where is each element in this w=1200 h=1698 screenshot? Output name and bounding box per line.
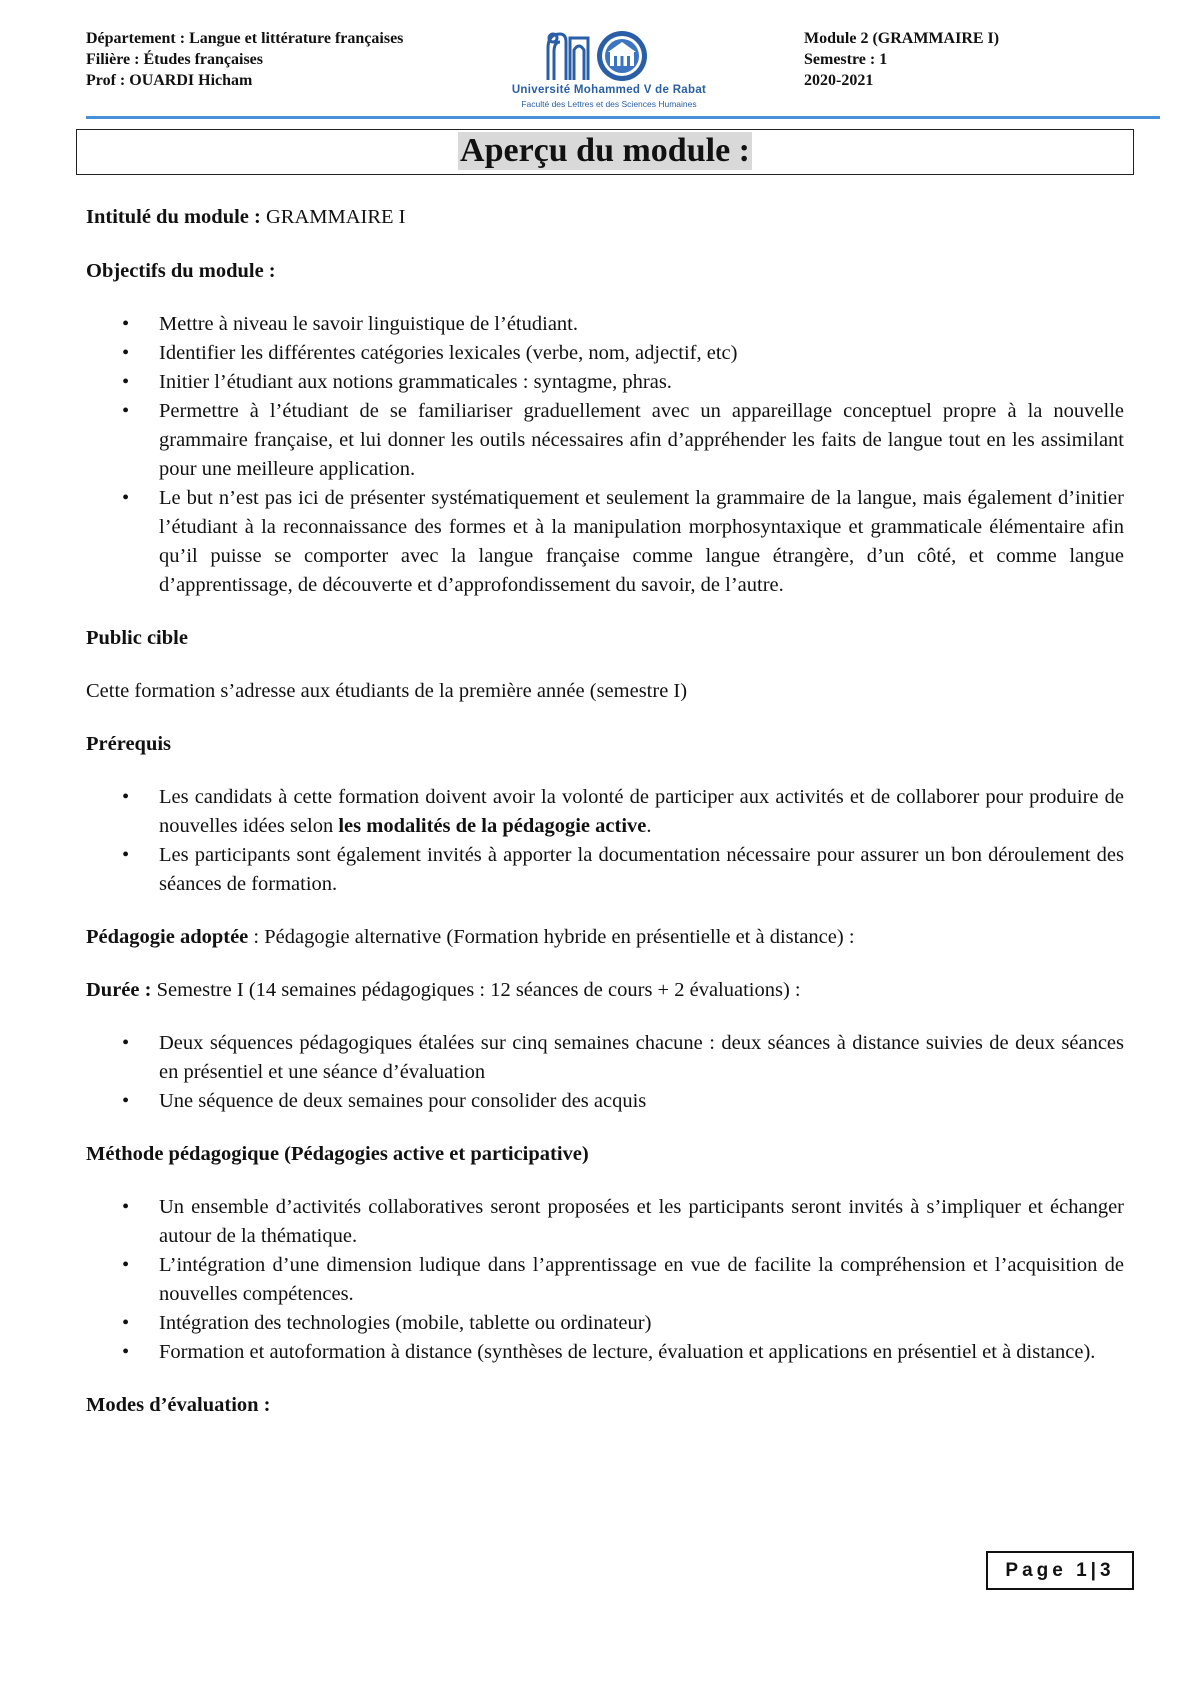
university-emblem-icon xyxy=(504,28,714,84)
list-item: • L’intégration d’une dimension ludique dans l’apprentissage en vue de facilite la compréhension et l’acquisition de nouvelles compétences. xyxy=(86,1251,1124,1309)
prerequisites-list xyxy=(86,783,1124,899)
bullet-icon: • xyxy=(122,371,130,393)
bullet-icon: • xyxy=(122,400,130,422)
list-item: • Mettre à niveau le savoir linguistique de l’étudiant. xyxy=(86,310,1124,339)
list-item: • Intégration des technologies (mobile, tablette ou ordinateur) xyxy=(86,1309,1124,1338)
logo-university-name: Université Mohammed V de Rabat xyxy=(511,84,707,96)
page-header xyxy=(86,28,1160,114)
bullet-icon: • xyxy=(122,313,130,335)
duration-value: Semestre I (14 semaines pédagogiques : 12 séances de cours + 2 évaluations) : xyxy=(151,979,801,1001)
bullet-icon: • xyxy=(122,1312,130,1334)
list-item: • Un ensemble d’activités collaboratives seront proposées et les participants seront invités à s’impliquer et échanger autour de la thématique. xyxy=(86,1193,1124,1251)
teaching-method-heading: Méthode pédagogique (Pédagogies active et participative) xyxy=(86,1143,589,1165)
professor-line: Prof : OUARDI Hicham xyxy=(86,72,253,89)
department-line: Département : Langue et littérature françaises xyxy=(86,30,404,47)
list-item: • Formation et autoformation à distance (synthèses de lecture, évaluation et applications en présentiel et à distance). xyxy=(86,1338,1124,1367)
list-item: • Une séquence de deux semaines pour consolider des acquis xyxy=(86,1087,1124,1116)
list-item: • Initier l’étudiant aux notions grammaticales : syntagme, phras. xyxy=(86,368,1124,397)
faculty-seal-icon xyxy=(597,31,647,81)
document-body xyxy=(86,203,1124,1420)
logo-faculty-name: Faculté des Lettres et des Sciences Humaines xyxy=(521,99,697,109)
target-audience-heading: Public cible xyxy=(86,627,188,649)
bullet-icon: • xyxy=(122,786,130,808)
pedagogy-value: : Pédagogie alternative (Formation hybride en présentielle et à distance) : xyxy=(248,926,855,948)
bullet-icon: • xyxy=(122,1090,130,1112)
active-pedagogy-emphasis: les modalités de la pédagogie active xyxy=(338,815,647,837)
module-title-label: Intitulé du module : xyxy=(86,206,261,228)
bullet-icon: • xyxy=(122,487,130,509)
bullet-icon: • xyxy=(122,1341,130,1363)
page-number: Page 1|3 xyxy=(986,1551,1134,1590)
list-item: • Identifier les différentes catégories lexicales (verbe, nom, adjectif, etc) xyxy=(86,339,1124,368)
bullet-icon: • xyxy=(122,844,130,866)
evaluation-heading: Modes d’évaluation : xyxy=(86,1394,271,1416)
duration-line xyxy=(86,976,1124,1005)
list-item: • Deux séquences pédagogiques étalées sur cinq semaines chacune : deux séances à distance suivies de deux séances en présentiel et une séance d’évaluation xyxy=(86,1029,1124,1087)
university-logo xyxy=(504,28,714,112)
module-title-value: GRAMMAIRE I xyxy=(260,206,406,228)
module-line: Module 2 (GRAMMAIRE I) xyxy=(804,30,1000,47)
bullet-icon: • xyxy=(122,1196,130,1218)
year-line: 2020-2021 xyxy=(804,72,874,89)
header-right xyxy=(804,28,999,91)
duration-list xyxy=(86,1029,1124,1116)
bullet-icon: • xyxy=(122,1254,130,1276)
target-audience-text: Cette formation s’adresse aux étudiants de la première année (semestre I) xyxy=(86,680,688,702)
page-title: Aperçu du module : xyxy=(460,132,750,169)
objectives-list xyxy=(86,310,1124,600)
semester-line: Semestre : 1 xyxy=(804,51,888,68)
list-item: • Les candidats à cette formation doivent avoir la volonté de participer aux activités et de collaborer pour produire de nouvelles idées selon les modalités de la pédagogie active. xyxy=(86,783,1124,841)
list-item: • Les participants sont également invités à apporter la documentation nécessaire pour assurer un bon déroulement des séances de formation. xyxy=(86,841,1124,899)
module-title-line xyxy=(86,203,1124,232)
bullet-icon: • xyxy=(122,342,130,364)
objectives-heading: Objectifs du module : xyxy=(86,260,276,282)
header-left xyxy=(86,28,403,91)
header-divider xyxy=(86,116,1160,119)
prerequisites-heading: Prérequis xyxy=(86,733,172,755)
list-item: • Permettre à l’étudiant de se familiariser graduellement avec un appareillage conceptuel propre à la nouvelle grammaire française, et lui donner les outils nécessaires afin d’appréhender les faits de langue tout en les assimilant pour une meilleure application. xyxy=(86,397,1124,484)
bullet-icon: • xyxy=(122,1032,130,1054)
filiere-line: Filière : Études françaises xyxy=(86,51,264,68)
list-item: • Le but n’est pas ici de présenter systématiquement et seulement la grammaire de la langue, mais également d’initier l’étudiant à la reconnaissance des formes et à la manipulation morphosyntaxique et grammaticale élémentaire afin qu’il puisse se comporter avec la langue française comme langue étrangère, d’un côté, et comme langue d’apprentissage, de découverte et d’approfondissement du savoir, de l’autre. xyxy=(86,484,1124,600)
page-title-box xyxy=(76,129,1134,175)
teaching-method-list xyxy=(86,1193,1124,1367)
pedagogy-label: Pédagogie adoptée xyxy=(86,926,249,948)
pedagogy-line xyxy=(86,923,1124,952)
duration-label: Durée : xyxy=(86,979,152,1001)
